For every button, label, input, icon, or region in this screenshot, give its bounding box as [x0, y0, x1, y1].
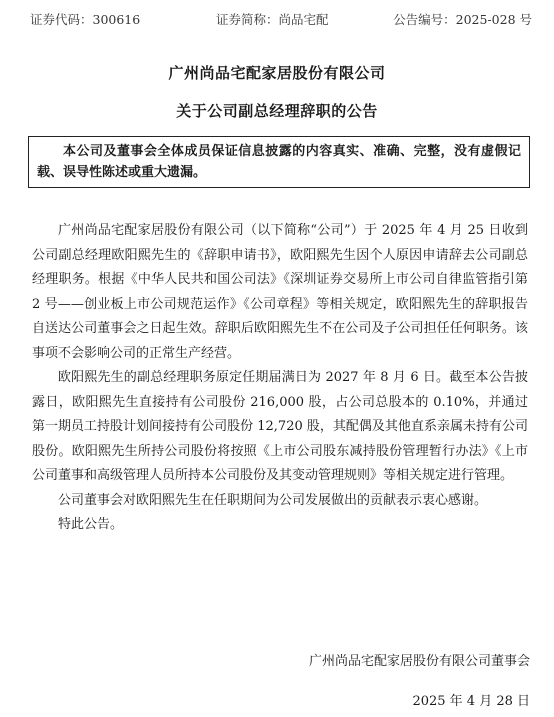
signature-company: 广州尚品宅配家居股份有限公司董事会: [308, 654, 530, 669]
announcement-body: [32, 219, 528, 538]
signature-date: 2025 年 4 月 28 日: [412, 694, 530, 709]
signature-block: [309, 650, 530, 714]
announcement-number: 公告编号：2025-028 号: [393, 12, 532, 27]
stock-abbreviation: 证券简称：尚品宅配: [216, 12, 329, 27]
stock-code: 证券代码：300616: [30, 12, 141, 27]
paragraph: 欧阳熙先生的副总经理职务原定任期届满日为 2027 年 8 月 6 日。截至本公告披露日，欧阳熙先生直接持有公司股份 216,000 股，占公司总股本的 0.10%，并通过第一期员工持股计划间接持有公司股份 12,720 股，其配偶及其他直系亲属未持有公司股份。欧阳熙先生所持公司股份将按照《上市公司股东减持股份管理暂行办法》《上市公司董事和高级管理人员所持本公司股份及其变动管理规则》等相关规定进行管理。: [32, 370, 528, 483]
disclosure-notice-box: 本公司及董事会全体成员保证信息披露的内容真实、准确、完整，没有虚假记载、误导性陈述或重大遗漏。: [28, 136, 530, 188]
header-row: [30, 11, 532, 29]
document-title: 关于公司副总经理辞职的公告: [176, 102, 378, 120]
paragraph: 公司董事会对欧阳熙先生在任职期间为公司发展做出的贡献表示衷心感谢。: [58, 492, 488, 508]
paragraph: 广州尚品宅配家居股份有限公司（以下简称“公司”）于 2025 年 4 月 25 日收到公司副总经理欧阳熙先生的《辞职申请书》，欧阳熙先生因个人原因申请辞去公司副总经理职务。根据《中华人民共和国公司法》《深圳证券交易所上市公司自律监管指引第 2 号——创业板上市公司规范运作》《公司章程》等相关规定，欧阳熙先生的辞职报告自送达公司董事会之日起生效。辞职后欧阳熙先生不在公司及子公司担任任何职务。该事项不会影响公司的正常生产经营。: [32, 223, 528, 361]
paragraph: 特此公告。: [58, 517, 124, 532]
company-title: 广州尚品宅配家居股份有限公司: [168, 64, 386, 82]
